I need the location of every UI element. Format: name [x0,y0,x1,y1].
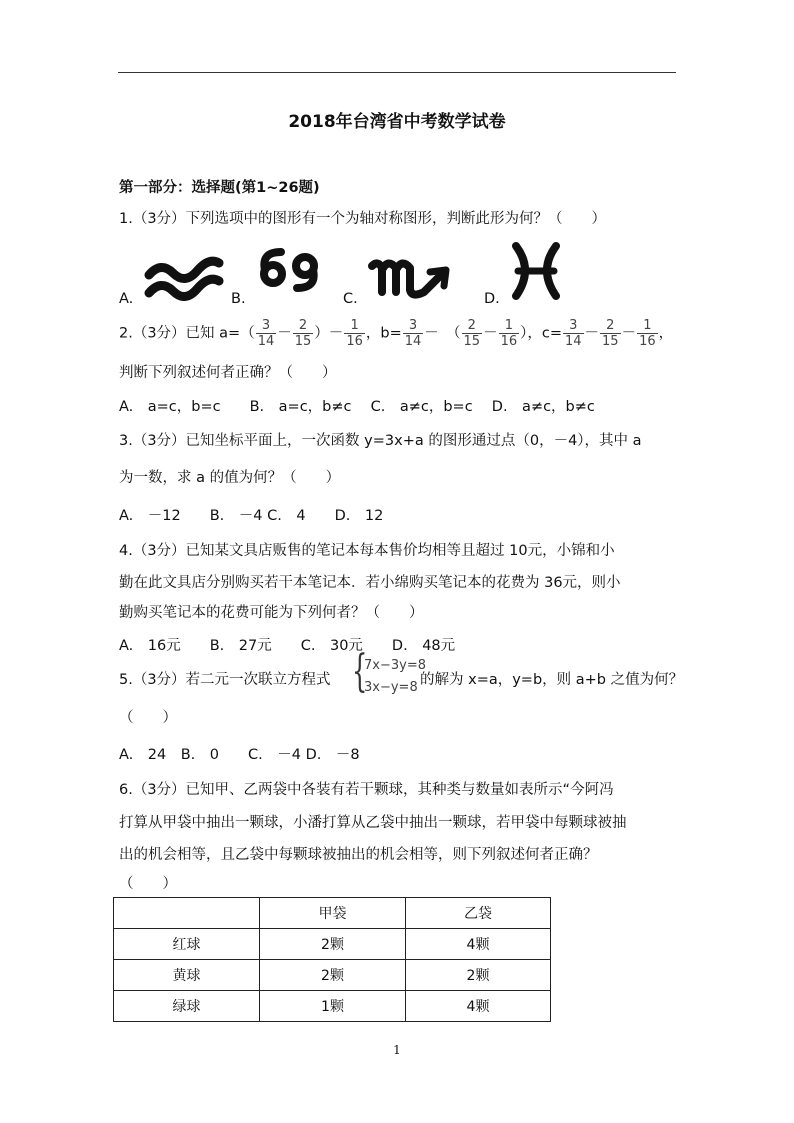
q5-options: A. 24 B. 0 C. －4 D. －8 [119,747,360,763]
q4-options: A. 16元 B. 27元 C. 30元 D. 48元 [119,638,456,654]
q3-line2: 为一数，求 a 的值为何？（ ） [119,470,341,486]
table-header-cell: 甲袋 [260,898,406,929]
q1-option-b: B. [231,291,246,307]
scorpio-icon [368,252,460,304]
q6-line1: 6.（3分）已知甲、乙两袋中各装有若干颗球，其种类与数量如表所示“今阿冯 [119,782,614,798]
table-cell: 绿球 [114,991,260,1022]
q4-line3: 勤购买笔记本的花费可能为下列何者？（ ） [119,605,424,621]
q5-line2: （ ） [119,710,177,726]
table-row [114,929,551,960]
cancer-icon [255,244,323,296]
table-cell: 2颗 [260,929,406,960]
table-cell: 1颗 [260,991,406,1022]
q5-prefix: 5.（3分）若二元一次联立方程式 [119,672,331,688]
pisces-icon [508,240,564,302]
q5-equation-1: 7x−3y=8 [364,658,426,673]
header-rule [118,72,676,73]
q2-c-fraction-2: $\frac{2}{15}$ [602,318,619,349]
q2-a-fraction-2: $\frac{2}{15}$ [294,318,312,349]
q2-c-fraction-3: $\frac{1}{16}$ [639,318,656,349]
q2-line2: 判断下列叙述何者正确？（ ） [119,365,337,381]
q1-option-c: C. [343,291,358,307]
table-cell: 4颗 [406,929,551,960]
q1-option-a: A. [119,291,134,307]
q5-suffix: 的解为 x=a，y=b，则 a+b 之值为何？ [420,672,684,688]
q6-line2: 打算从甲袋中抽出一颗球，小潘打算从乙袋中抽出一颗球，若甲袋中每颗球被抽 [119,815,627,831]
q5-equation-2: 3x−y=8 [364,680,418,695]
table-header-cell: 乙袋 [406,898,551,929]
q2-options: A. a=c，b=c B. a=c，b≠c C. a≠c，b=c D. a≠c，b≠c [119,399,595,415]
table-cell: 黄球 [114,960,260,991]
q2-b-fraction-2: $\frac{2}{15}$ [463,318,481,349]
table-header-cell [114,898,260,929]
page-title: 2018年台湾省中考数学试卷 [288,112,506,132]
table-row [114,960,551,991]
q1-text: 1.（3分）下列选项中的图形有一个为轴对称图形，判断此形为何？（ ） [119,211,607,227]
q2-c-fraction-1: $\frac{3}{14}$ [564,318,582,349]
aquarius-icon [143,253,225,301]
q5-equation-system [352,646,426,700]
q1-option-d: D. [484,291,500,307]
q2-b-fraction-1: $\frac{3}{14}$ [404,318,422,349]
q2-prefix: 2.（3分）已知 a=（ [119,325,255,342]
q6-line4: （ ） [119,876,177,892]
q2-b-fraction-3: $\frac{1}{16}$ [500,318,518,349]
q2-line1: 2.（3分）已知 a=（ $\frac{3}{14}$ － $\frac{2}{15}$ ）－ $\frac{1}{16}$ ，b= $\frac{3}{14}$ － （ $\frac{2}{15}$ － $\frac{1}{16}$ ），c= $\frac{3}{14}$ － $\frac{2}{15}$ － $\frac{1}{16}$ ， [119,318,674,349]
table-cell: 红球 [114,929,260,960]
table-row [114,991,551,1022]
table-cell: 2颗 [406,960,551,991]
q2-a-fraction-1: $\frac{3}{14}$ [257,318,275,349]
q2-a-fraction-3: $\frac{1}{16}$ [346,318,363,349]
q4-line1: 4.（3分）已知某文具店贩售的笔记本每本售价均相等且超过 10元，小锦和小 [119,543,615,559]
table-header-row [114,898,551,929]
q3-options: A. －12 B. －4 C. 4 D. 12 [119,508,384,524]
table-cell: 4颗 [406,991,551,1022]
section-heading: 第一部分：选择题(第1~26题) [119,180,320,196]
q6-line3: 出的机会相等，且乙袋中每颗球被抽出的机会相等，则下列叙述何者正确？ [119,847,598,863]
q4-line2: 勤在此文具店分别购买若干本笔记本．若小绵购买笔记本的花费为 36元，则小 [119,575,621,591]
q6-ball-table [113,897,551,1022]
table-cell: 2颗 [260,960,406,991]
brace-icon: { [352,646,368,697]
q3-line1: 3.（3分）已知坐标平面上，一次函数 y=3x+a 的图形通过点（0，－4），其中 a [119,433,642,449]
page-number: 1 [393,1043,401,1057]
